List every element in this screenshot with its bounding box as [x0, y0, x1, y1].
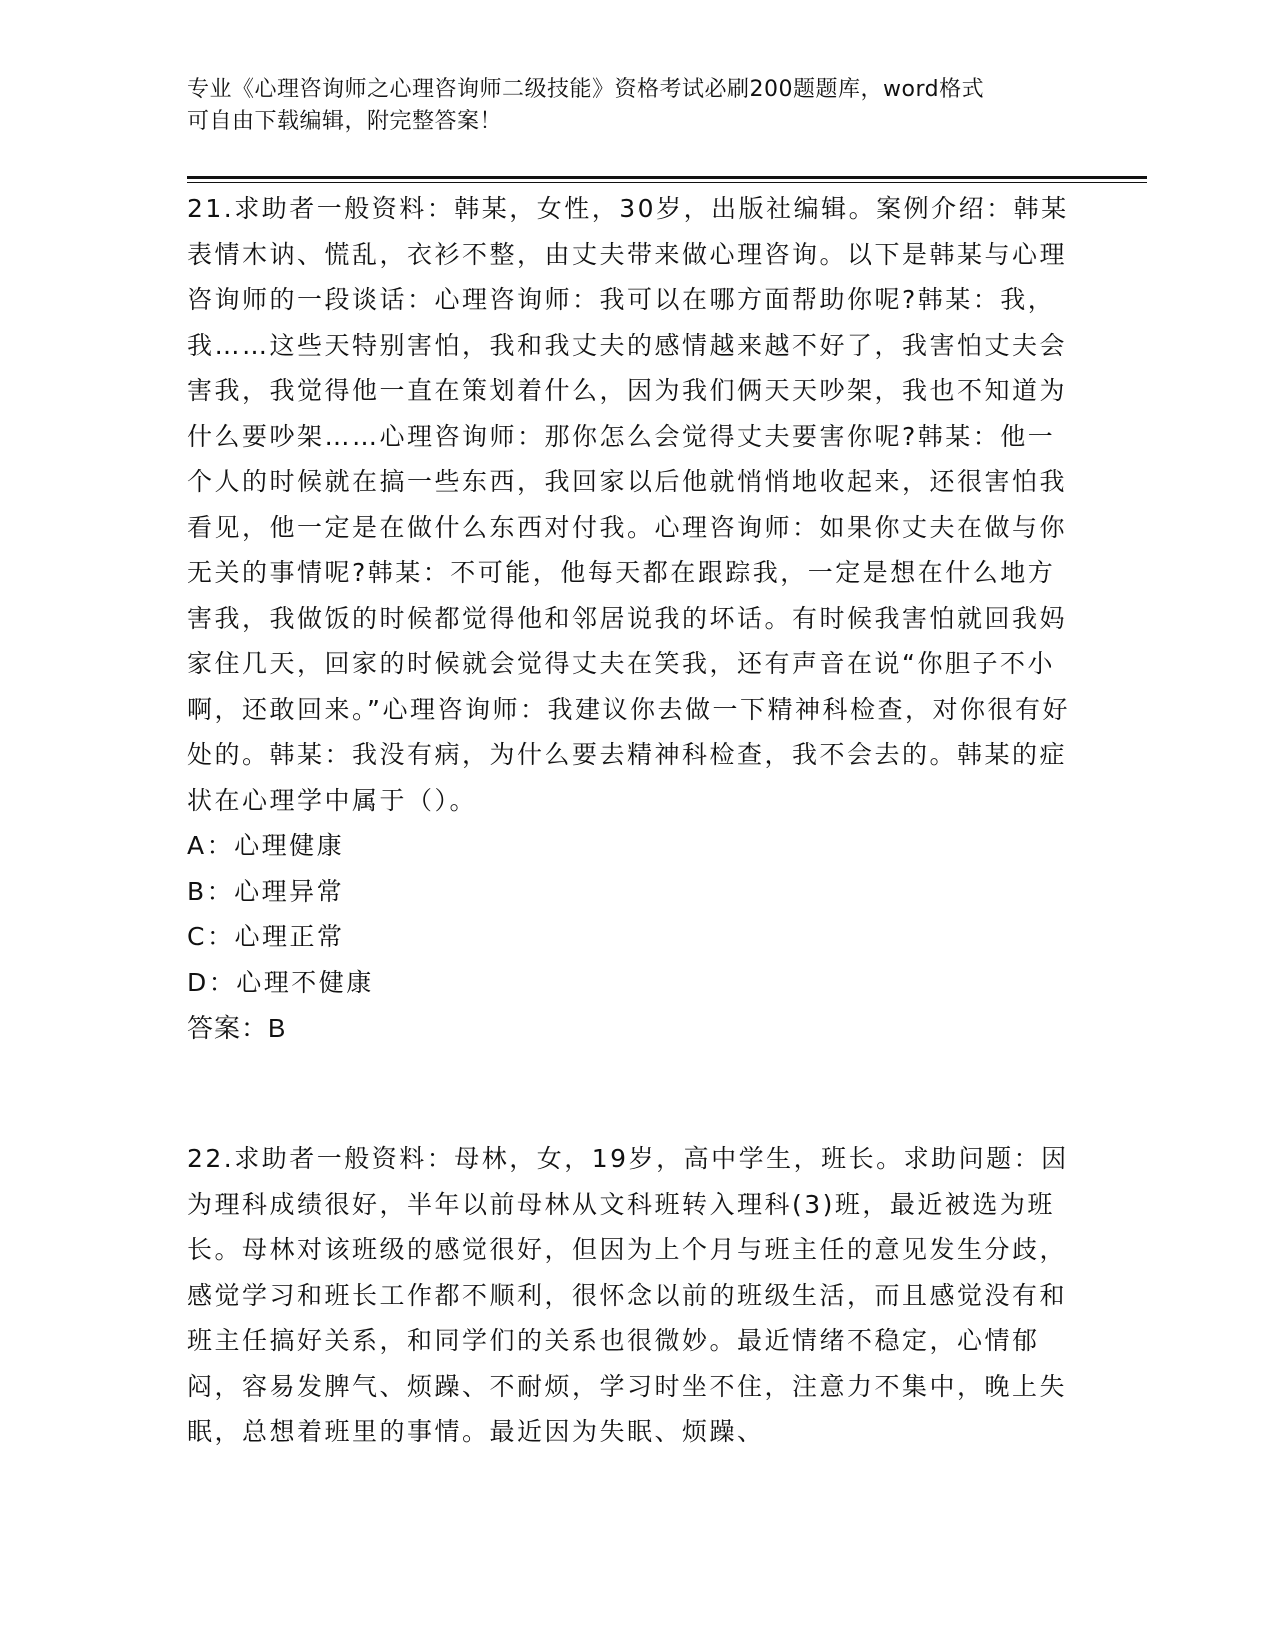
- question-21-option-c: C：心理正常: [187, 922, 345, 951]
- header-title-line-2: 可自由下载编辑，附完整答案！: [187, 109, 503, 134]
- question-21-option-b: B：心理异常: [187, 876, 345, 906]
- question-21-option-d: D：心理不健康: [187, 967, 374, 997]
- header-rule-thick: [187, 176, 1147, 179]
- question-22-stem: 22.求助者一般资料：母林，女，19岁，高中学生，班长。求助问题：因为理科成绩很好，半年以前母林从文科班转入理科(3)班，最近被选为班长。母林对该班级的感觉很好，但因为上个月与班主任的意见发生分歧，感觉学习和班长工作都不顺利，很怀念以前的班级生活，而且感觉没有和班主任搞好关系，和同学们的关系也很微妙。最近情绪不稳定，心情郁闷，容易发脾气、烦躁、不耐烦，学习时坐不住，注意力不集中，晚上失眠，总想着班里的事情。最近因为失眠、烦躁、: [187, 1144, 1069, 1446]
- question-21-stem: 21.求助者一般资料：韩某，女性，30岁，出版社编辑。案例介绍：韩某表情木讷、慌乱，衣衫不整，由丈夫带来做心理咨询。以下是韩某与心理咨询师的一段谈话：心理咨询师：我可以在哪方面帮助你呢?韩某：我，我……这些天特别害怕，我和我丈夫的感情越来越不好了，我害怕丈夫会害我，我觉得他一直在策划着什么，因为我们俩天天吵架，我也不知道为什么要吵架……心理咨询师：那你怎么会觉得丈夫要害你呢?韩某：他一个人的时候就在搞一些东西，我回家以后他就悄悄地收起来，还很害怕我看见，他一定是在做什么东西对付我。心理咨询师：如果你丈夫在做与你无关的事情呢?韩某：不可能，他每天都在跟踪我，一定是想在什么地方害我，我做饭的时候都觉得他和邻居说我的坏话。有时候我害怕就回我妈家住几天，回家的时候就会觉得丈夫在笑我，还有声音在说“你胆子不小啊，还敢回来。”心理咨询师：我建议你去做一下精神科检查，对你很有好处的。韩某：我没有病，为什么要去精神科检查，我不会去的。韩某的症状在心理学中属于（）。: [187, 194, 1070, 815]
- header-title-line-1: 专业《心理咨询师之心理咨询师二级技能》资格考试必刷200题题库，word格式: [187, 77, 985, 102]
- question-21: [187, 186, 1077, 1051]
- question-22: [187, 1136, 1077, 1455]
- question-21-option-a: A：心理健康: [187, 831, 345, 860]
- document-header: [187, 74, 1067, 138]
- header-rule-thin: [187, 182, 1147, 183]
- question-21-answer: 答案：B: [187, 1013, 287, 1043]
